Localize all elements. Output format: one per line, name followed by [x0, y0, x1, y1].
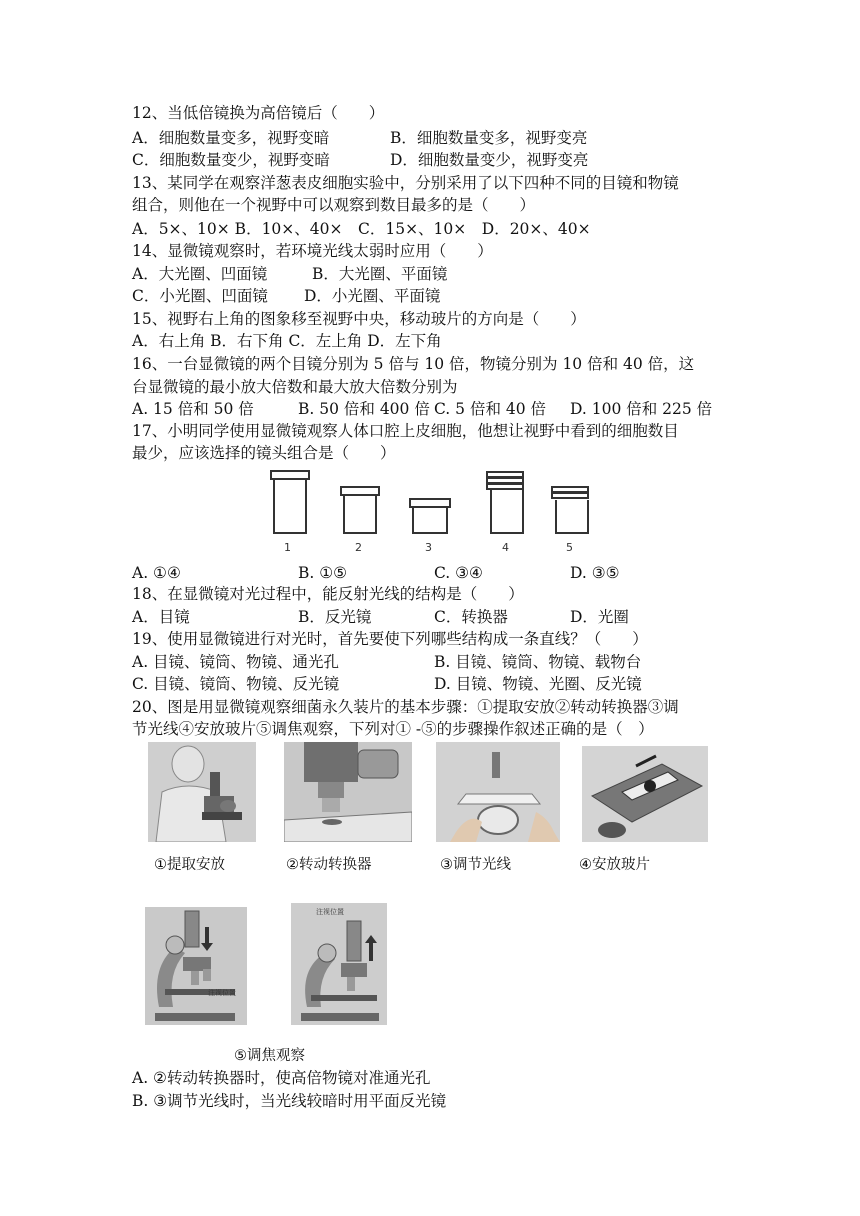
- lens-label-2: 2: [355, 541, 362, 554]
- lens-4-thread-3: [486, 483, 524, 490]
- step1-photo: [148, 742, 256, 842]
- step4-photo: [582, 746, 708, 842]
- q20-option-b: B. ③调节光线时，当光线较暗时用平面反光镜: [132, 1092, 447, 1110]
- lens-2-rim: [340, 486, 380, 496]
- q18-stem: 18、在显微镜对光过程中，能反射光线的结构是（ ）: [132, 585, 524, 603]
- q15-stem: 15、视野右上角的图象移至视野中央，移动玻片的方向是（ ）: [132, 310, 586, 328]
- q12-option-b: B．细胞数量变多，视野变亮: [390, 129, 588, 147]
- q16-option-c: C. 5 倍和 40 倍: [434, 400, 547, 418]
- q20-stem-line1: 20、图是用显微镜观察细菌永久装片的基本步骤：①提取安放②转动转换器③调: [132, 698, 679, 716]
- q19-stem: 19、使用显微镜进行对光时，首先要使下列哪些结构成一条直线？（ ）: [132, 630, 648, 648]
- lens-1-rim: [270, 470, 310, 480]
- step1-caption: ①提取安放: [154, 857, 225, 873]
- q18-option-a: A．目镜: [132, 608, 190, 626]
- q14-option-d: D．小光圈、平面镜: [304, 287, 441, 305]
- q16-stem-line1: 16、一台显微镜的两个目镜分别为 5 倍与 10 倍，物镜分别为 10 倍和 40 倍，这: [132, 355, 695, 373]
- step4-caption: ④安放玻片: [579, 857, 650, 873]
- step3-photo: [436, 742, 560, 842]
- lens-label-5: 5: [566, 541, 573, 554]
- q19-option-a: A. 目镜、镜筒、物镜、通光孔: [132, 653, 340, 671]
- q13-stem-line1: 13、某同学在观察洋葱表皮细胞实验中，分别采用了以下四种不同的目镜和物镜: [132, 174, 679, 192]
- q13-stem-line2: 组合，则他在一个视野中可以观察到数目最多的是（ ）: [132, 196, 536, 214]
- q16-option-a: A. 15 倍和 50 倍: [132, 400, 254, 418]
- q14-option-b: B．大光圈、平面镜: [312, 265, 448, 283]
- step3-caption: ③调节光线: [440, 857, 511, 873]
- step5-photo-a: [145, 907, 247, 1025]
- q18-option-c: C．转换器: [434, 608, 508, 626]
- q17-option-a: A. ①④: [132, 564, 181, 582]
- q12-option-c: C．细胞数量变少，视野变暗: [132, 151, 330, 169]
- q14-stem: 14、显微镜观察时，若环境光线太弱时应用（ ）: [132, 242, 493, 260]
- q15-options: A．右上角 B．右下角 C．左上角 D．左下角: [132, 332, 442, 350]
- q19-option-c: C. 目镜、镜筒、物镜、反光镜: [132, 675, 340, 693]
- q17-option-d: D. ③⑤: [570, 564, 620, 582]
- q17-option-b: B. ①⑤: [298, 564, 348, 582]
- step5b-gaze-label: 注视位置: [316, 908, 344, 916]
- q12-option-d: D．细胞数量变少，视野变亮: [390, 151, 589, 169]
- lens-5-thread-2: [551, 492, 589, 499]
- lens-3: [412, 504, 448, 534]
- q16-option-b: B. 50 倍和 400 倍: [298, 400, 430, 418]
- q19-option-b: B. 目镜、镜筒、物镜、载物台: [434, 653, 642, 671]
- lens-4: [490, 487, 524, 534]
- q14-option-c: C．小光圈、凹面镜: [132, 287, 268, 305]
- lens-label-3: 3: [425, 541, 432, 554]
- lens-3-rim: [409, 498, 451, 508]
- q12-stem: 12、当低倍镜换为高倍镜后（ ）: [132, 104, 385, 122]
- q18-option-d: D．光圈: [570, 608, 629, 626]
- q20-stem-line2: 节光线④安放玻片⑤调焦观察，下列对① -⑤的步骤操作叙述正确的是（ ）: [132, 720, 654, 738]
- lens-label-4: 4: [502, 541, 509, 554]
- q18-option-b: B．反光镜: [298, 608, 372, 626]
- lens-label-1: 1: [284, 541, 291, 554]
- lens-2: [343, 492, 377, 534]
- step5a-gaze-label: 注视位置: [208, 989, 236, 997]
- q17-option-c: C. ③④: [434, 564, 483, 582]
- lens-5: [555, 500, 589, 534]
- step5-photo-b: [291, 903, 387, 1025]
- q17-stem-line1: 17、小明同学使用显微镜观察人体口腔上皮细胞，他想让视野中看到的细胞数目: [132, 422, 679, 440]
- q16-option-d: D. 100 倍和 225 倍: [570, 400, 713, 418]
- q12-option-a: A．细胞数量变多，视野变暗: [132, 129, 330, 147]
- step5-caption: ⑤调焦观察: [234, 1048, 305, 1064]
- step2-photo: [284, 742, 412, 842]
- q17-stem-line2: 最少，应该选择的镜头组合是（ ）: [132, 444, 396, 462]
- step2-caption: ②转动转换器: [286, 857, 372, 873]
- q14-option-a: A．大光圈、凹面镜: [132, 265, 268, 283]
- q16-stem-line2: 台显微镜的最小放大倍数和最大放大倍数分别为: [132, 378, 458, 396]
- q20-option-a: A. ②转动转换器时，使高倍物镜对准通光孔: [132, 1069, 431, 1087]
- lens-1: [273, 476, 307, 534]
- q13-options: A．5×、10× B．10×、40× C．15×、10× D．20×、40×: [132, 220, 591, 238]
- q19-option-d: D. 目镜、物镜、光圈、反光镜: [434, 675, 642, 693]
